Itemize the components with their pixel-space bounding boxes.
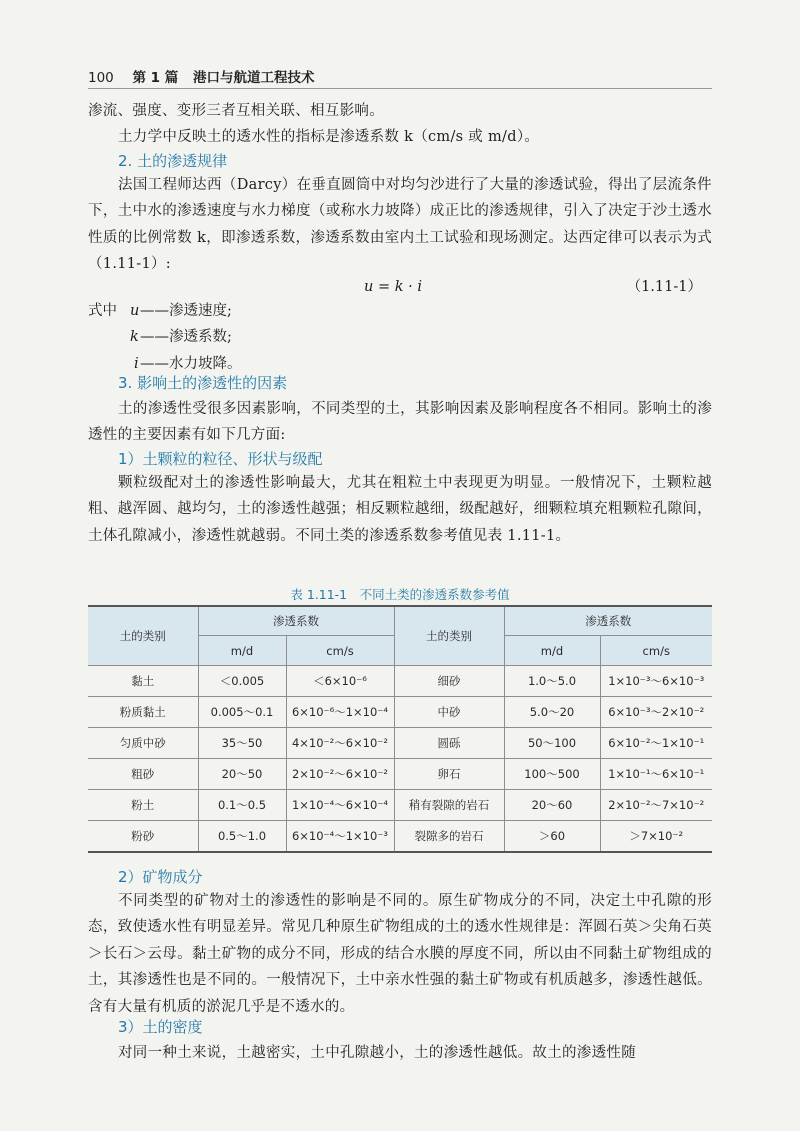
table-cell-soil: 稍有裂隙的岩石 xyxy=(394,790,504,821)
table-cell-cms: 6×10⁻⁴～1×10⁻³ xyxy=(286,821,394,853)
column-header-md: m/d xyxy=(504,636,600,666)
paragraph-permeability-index: 土力学中反映土的透水性的指标是渗透系数 k（cm/s 或 m/d）。 xyxy=(118,129,540,145)
table-cell-cms: 1×10⁻¹～6×10⁻¹ xyxy=(600,759,712,790)
equation-expression: u = k · i xyxy=(364,279,422,295)
column-header-md: m/d xyxy=(198,636,286,666)
table-cell-cms: ＜6×10⁻⁶ xyxy=(286,666,394,697)
table-row xyxy=(88,759,712,790)
page-number: 100 xyxy=(88,70,114,86)
table-cell-soil: 裂隙多的岩石 xyxy=(394,821,504,853)
table-cell-md: 20～50 xyxy=(198,759,286,790)
table-cell-soil: 匀质中砂 xyxy=(88,728,198,759)
definition-text: ——渗透系数; xyxy=(140,329,232,346)
section-heading-factors: 3. 影响土的渗透性的因素 xyxy=(118,374,288,392)
section-heading-law: 2. 土的渗透规律 xyxy=(118,152,228,170)
paragraph-factors: 土的渗透性受很多因素影响，不同类型的土，其影响因素及影响程度各不相同。影响土的渗透性的主要因素有如下几方面: xyxy=(88,401,712,444)
paragraph-darcy: 法国工程师达西（Darcy）在垂直圆筒中对均匀沙进行了大量的渗透试验，得出了层流条件下，土中水的渗透速度与水力梯度（或称水力坡降）成正比的渗透规律，引入了决定于沙土透水性质的比例常数 k，即渗透系数，渗透系数由室内土工试验和现场测定。达西定律可以表示为式（1.11-1）: xyxy=(88,177,712,273)
definition-text: ——水力坡降。 xyxy=(140,355,242,372)
definition-symbol: i xyxy=(134,355,139,372)
table-cell-md: 100～500 xyxy=(504,759,600,790)
subsection-heading-density: 3）土的密度 xyxy=(118,1018,203,1036)
table-caption: 表 1.11-1 不同土类的渗透系数参考值 xyxy=(290,587,510,602)
table-row xyxy=(88,697,712,728)
darcy-equation xyxy=(88,274,712,300)
definition-symbol: u xyxy=(130,303,140,319)
table-cell-md: ＞60 xyxy=(504,821,600,853)
column-header-soil: 土的类别 xyxy=(394,606,504,666)
table-cell-soil: 粗砂 xyxy=(88,759,198,790)
table-cell-cms: 1×10⁻³～6×10⁻³ xyxy=(600,666,712,697)
table-row xyxy=(88,666,712,697)
subsection-heading-mineral: 2）矿物成分 xyxy=(118,868,203,886)
table-row xyxy=(88,728,712,759)
column-header-cms: cm/s xyxy=(286,636,394,666)
table-cell-cms: 6×10⁻⁶～1×10⁻⁴ xyxy=(286,697,394,728)
table-cell-soil: 粉土 xyxy=(88,790,198,821)
part-number: 第 1 篇 xyxy=(132,70,179,86)
table-cell-soil: 粉质黏土 xyxy=(88,697,198,728)
table-header-row xyxy=(88,606,712,636)
table-cell-cms: 4×10⁻²～6×10⁻² xyxy=(286,728,394,759)
table-cell-cms: 6×10⁻³～2×10⁻² xyxy=(600,697,712,728)
column-header-cms: cm/s xyxy=(600,636,712,666)
table-cell-cms: ＞7×10⁻² xyxy=(600,821,712,853)
column-header-coefficient: 渗透系数 xyxy=(504,606,712,636)
table-row xyxy=(88,821,712,853)
paragraph-intro: 渗流、强度、变形三者互相关联、相互影响。 xyxy=(88,103,384,119)
running-header xyxy=(88,66,708,86)
paragraph-grain: 颗粒级配对土的渗透性影响最大，尤其在粗粒土中表现更为明显。一般情况下，土颗粒越粗、越浑圆、越均匀，土的渗透性越强；相反颗粒越细，级配越好，细颗粒填充粗颗粒孔隙间，土体孔隙减小，渗透性就越弱。不同土类的渗透系数参考值见表 1.11-1。 xyxy=(88,475,712,544)
table-cell-cms: 6×10⁻²～1×10⁻¹ xyxy=(600,728,712,759)
table-cell-cms: 1×10⁻⁴～6×10⁻⁴ xyxy=(286,790,394,821)
table-cell-soil: 卵石 xyxy=(394,759,504,790)
permeability-table xyxy=(88,605,712,853)
definition-symbol: k xyxy=(130,329,139,346)
table-cell-soil: 细砂 xyxy=(394,666,504,697)
table-cell-md: 35～50 xyxy=(198,728,286,759)
table-cell-cms: 2×10⁻²～7×10⁻² xyxy=(600,790,712,821)
table-cell-soil: 圆砾 xyxy=(394,728,504,759)
table-cell-md: 0.5～1.0 xyxy=(198,821,286,853)
paragraph-density: 对同一种土来说，土越密实，土中孔隙越小，土的渗透性越低。故土的渗透性随 xyxy=(118,1045,636,1061)
column-header-coefficient: 渗透系数 xyxy=(198,606,394,636)
definition-text: ——渗透速度; xyxy=(140,303,232,319)
table-cell-cms: 2×10⁻²～6×10⁻² xyxy=(286,759,394,790)
table-cell-md: 0.1～0.5 xyxy=(198,790,286,821)
table-cell-soil: 黏土 xyxy=(88,666,198,697)
table-cell-md: 20～60 xyxy=(504,790,600,821)
equation-number: （1.11-1） xyxy=(626,279,702,295)
table-cell-md: 0.005～0.1 xyxy=(198,697,286,728)
column-header-soil: 土的类别 xyxy=(88,606,198,666)
table-cell-md: 1.0～5.0 xyxy=(504,666,600,697)
table-cell-soil: 粉砂 xyxy=(88,821,198,853)
table-cell-md: 50～100 xyxy=(504,728,600,759)
part-title: 港口与航道工程技术 xyxy=(192,70,315,86)
subsection-heading-grain: 1）土颗粒的粒径、形状与级配 xyxy=(118,450,323,468)
table-cell-md: ＜0.005 xyxy=(198,666,286,697)
header-rule xyxy=(88,88,712,89)
paragraph-mineral: 不同类型的矿物对土的渗透性的影响是不同的。原生矿物成分的不同，决定土中孔隙的形态，致使透水性有明显差异。常见几种原生矿物组成的土的透水性规律是：浑圆石英＞尖角石英＞长石＞云母。黏土矿物的成分不同，形成的结合水膜的厚度不同，所以由不同黏土矿物组成的土，其渗透性也是不同的。一般情况下，土中亲水性强的黏土矿物或有机质越多，渗透性越低。含有大量有机质的淤泥几乎是不透水的。 xyxy=(88,893,712,1015)
table-cell-md: 5.0～20 xyxy=(504,697,600,728)
table-cell-soil: 中砂 xyxy=(394,697,504,728)
table-row xyxy=(88,790,712,821)
definitions-label: 式中 xyxy=(88,303,117,319)
